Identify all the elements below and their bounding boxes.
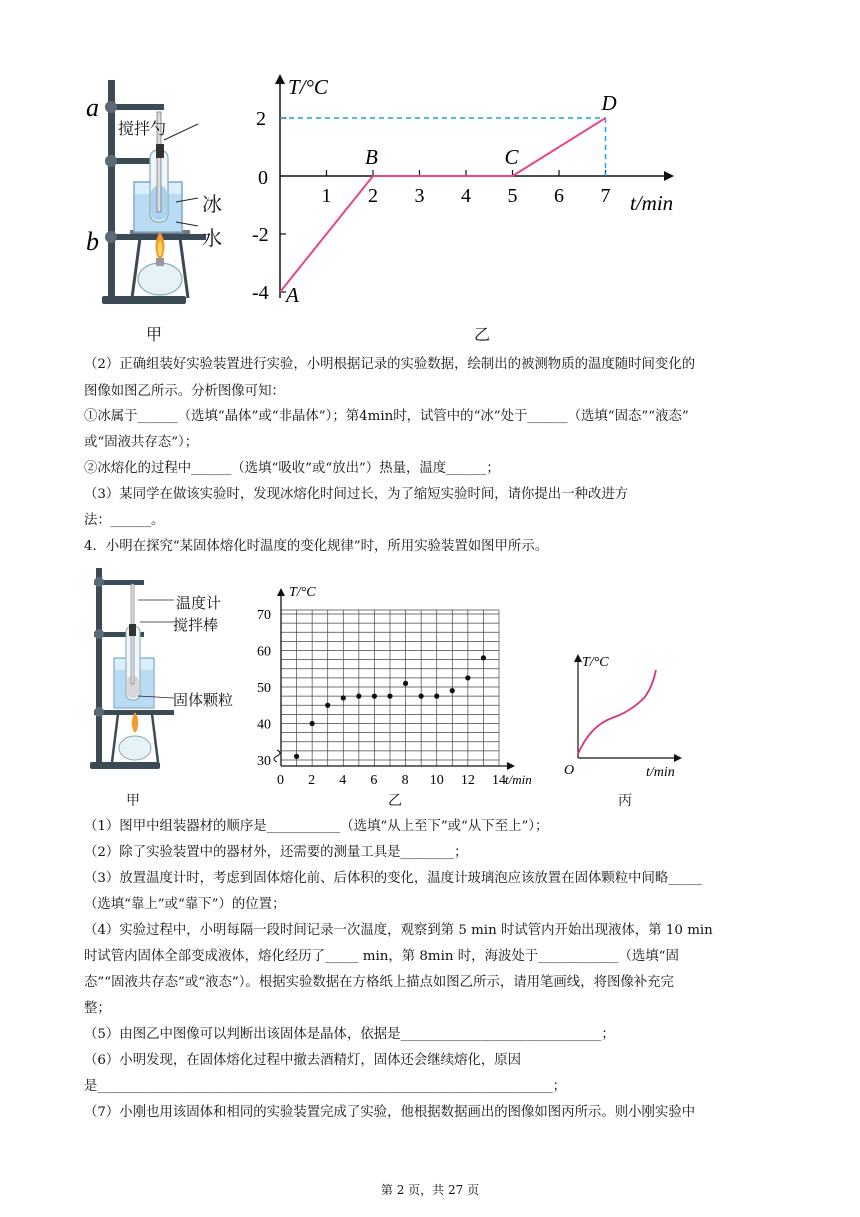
label-b: b [86,227,99,256]
data-point [465,675,470,680]
x-tick-label-2: 0 [277,773,284,788]
water-label: 水 [202,226,222,250]
x-axis-arrow-2 [507,762,515,770]
caption-yi-1: 乙 [474,325,491,344]
xiaogang-temperature-curve [560,648,690,780]
origin-label: 0 [258,167,268,189]
x-tick-label: 1 [321,185,332,207]
q4-line-8: 整； [84,1001,111,1016]
point-label-D: D [601,91,617,115]
y-tick-label: -2 [252,224,269,246]
y-axis-arrow [275,74,285,84]
q3-line-4: 或“固液共存态”）； [84,435,199,450]
point-label-C: C [504,145,519,169]
axis-break [274,750,280,762]
q4-line-12: （7）小刚也用该固体和相同的实验装置完成了实验，他根据数据画出的图像如图丙所示。则小刚实验中 [84,1105,696,1120]
data-point [403,681,408,686]
q4-line-1: （1）图甲中组装器材的顺序是___________（选填“从上至下”或“从下至上”）； [84,819,549,834]
ice-label: 冰 [202,192,222,216]
y-tick-label: -4 [252,282,269,304]
q4-line-6: 时试管内固体全部变成液体，熔化经历了_____ min，第 8min 时，海波处于____________（选填“固 [84,949,679,964]
q4-line-3: （3）放置温度计时，考虑到固体熔化前、后体积的变化，温度计玻璃泡应该放置在固体颗粒中间略_____ [84,871,702,886]
solid-particles-label: 固体颗粒 [173,691,234,709]
q4-line-7: 态”“固液共存态”或“液态”）。根据实验数据在方格纸上描点如图乙所示，请用笔画线，将图像补充完 [84,975,674,990]
q3-line-7: 法：______。 [84,513,165,528]
data-point [310,721,315,726]
q3-line-2: 图像如图乙所示。分析图像可知： [84,384,285,399]
q4-line-11: 是____________________________________________________________________； [84,1079,567,1094]
q3-line-1: （2）正确组装好实验装置进行实验，小明根据记录的实验数据，绘制出的被测物质的温度随时间变化的 [84,357,696,372]
y-tick-label-2: 40 [257,717,271,733]
temperature-time-chart-1 [252,70,700,340]
x-tick-label-2: 12 [460,773,475,788]
caption-bing: 丙 [618,793,632,809]
data-point [450,688,455,693]
y-axis-arrow-2 [277,588,285,596]
q3-line-6: （3）某同学在做该实验时，发现冰熔化时间过长，为了缩短实验时间，请你提出一种改进方 [84,487,629,502]
q3-line-3: ①冰属于______（选填“晶体”或“非晶体”）；第4min时，试管中的“冰”处于______（选填“固态”“液态” [84,409,689,424]
data-point [387,694,392,699]
data-point [341,695,346,700]
data-point [325,703,330,708]
xlabel-bing: t/min [646,765,675,780]
x-tick-label: 4 [461,185,471,207]
x-axis-label: t/min [630,191,674,215]
x-tick-label: 5 [507,185,518,207]
q4-intro: 4．小明在探究“某固体熔化时温度的变化规律”时，所用实验装置如图甲所示。 [84,539,549,554]
data-point [372,694,377,699]
data-point [356,694,361,699]
x-axis-arrow [664,171,674,181]
point-label-A: A [286,283,299,307]
data-point [419,694,424,699]
x-tick-label: 2 [368,185,378,207]
y-tick-label-2: 70 [257,608,271,623]
y-axis-label: T/°C [288,75,328,99]
q4-line-10: （6）小明发现，在固体熔化过程中撤去酒精灯，固体还会继续熔化，原因 [84,1053,522,1068]
caption-jia-1: 甲 [146,325,163,344]
x-tick-label: 7 [600,185,611,207]
y-axis-label-2: T/°C [289,585,316,600]
y-tick-label: 2 [256,108,266,130]
label-a: a [86,93,99,122]
x-tick-label-2: 6 [370,773,378,788]
caption-jia-2: 甲 [126,793,140,809]
caption-yi-2: 乙 [388,793,402,809]
x-tick-label: 6 [554,185,564,207]
q3-line-5: ②冰熔化的过程中______（选填“吸收”或“放出”）热量，温度______； [84,461,500,476]
temperature-scatter-chart [255,580,545,786]
x-axis-label-2: t/min [505,772,532,787]
x-tick-label-2: 2 [308,773,316,788]
curve-bing [578,670,656,754]
x-tick-label: 3 [414,185,425,207]
page-footer: 第 2 页，共 27 页 [380,1183,480,1197]
origin-bing: O [564,763,575,778]
x-tick-label-2: 10 [429,773,444,788]
stirrer-rod-label: 搅拌棒 [173,616,219,634]
q4-line-9: （5）由图乙中图像可以判断出该固体是晶体，依据是______________________________； [84,1027,615,1042]
q4-line-2: （2）除了实验装置中的器材外，还需要的测量工具是________； [84,845,468,860]
point-label-B: B [365,145,378,169]
y-tick-label-2: 30 [257,754,271,769]
x-tick-label-2: 8 [401,773,409,788]
stirrer-label: 搅拌勺 [118,119,167,138]
ylabel-bing: T/°C [582,655,609,670]
q4-line-5: （4）实验过程中，小明每隔一段时间记录一次温度，观察到第 5 min 时试管内开始出现液体，第 10 min [84,923,713,938]
solid-melting-apparatus [80,562,180,776]
x-tick-label-2: 4 [339,773,347,788]
data-point [434,694,439,699]
data-point [294,754,299,759]
data-point [481,655,486,660]
y-tick-label-2: 50 [257,681,271,696]
q4-line-4: （选填“靠上”或“靠下”）的位置； [84,897,286,912]
y-tick-label-2: 60 [257,644,271,660]
thermometer-label: 温度计 [176,594,222,612]
x-tick-label-2: 14 [492,773,506,788]
